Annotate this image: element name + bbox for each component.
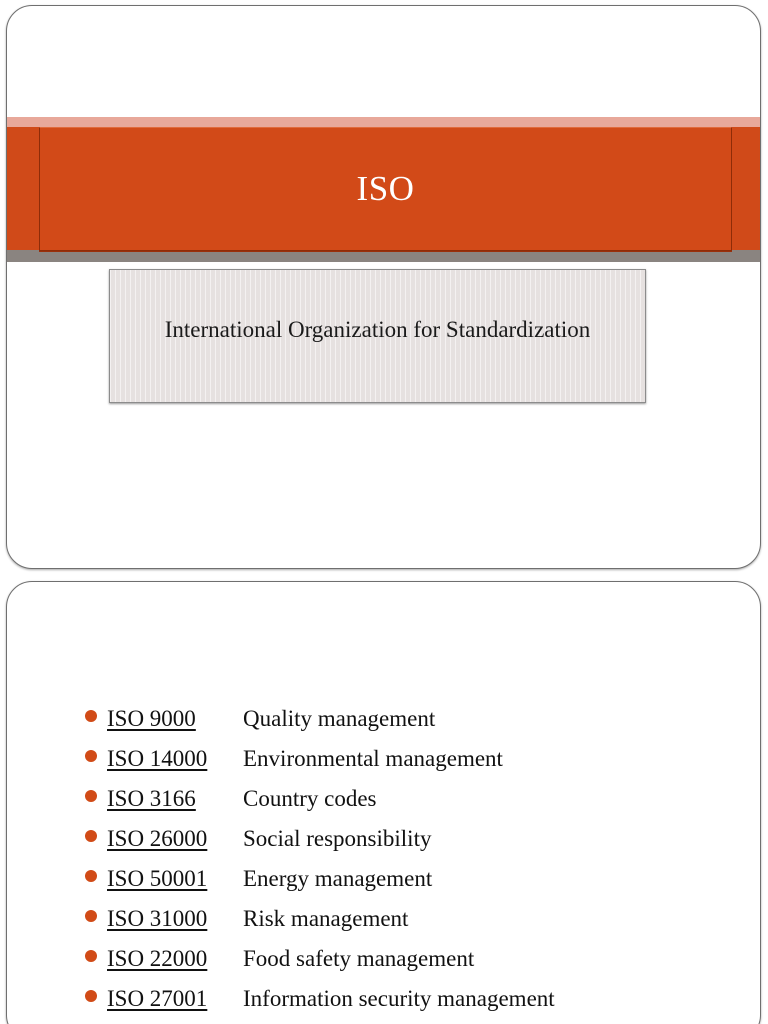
standards-list: [85, 699, 555, 1019]
bullet-icon: [85, 710, 97, 722]
standards-slide: [6, 581, 761, 1024]
title-slide: [6, 5, 761, 569]
bullet-icon: [85, 950, 97, 962]
standard-description: Risk management: [243, 906, 409, 931]
standard-link[interactable]: ISO 22000: [107, 946, 208, 971]
standard-description: Environmental management: [243, 746, 503, 771]
list-item: [85, 739, 555, 779]
list-item: [85, 779, 555, 819]
standard-description: Food safety management: [243, 946, 475, 971]
list-item: [85, 899, 555, 939]
title-box: [39, 127, 732, 251]
standard-description: Quality management: [243, 706, 436, 731]
list-item: [85, 699, 555, 739]
standard-description: Country codes: [243, 786, 377, 811]
list-item: [85, 819, 555, 859]
standard-description: Information security management: [243, 986, 555, 1011]
standard-link[interactable]: ISO 27001: [107, 986, 208, 1011]
standard-link[interactable]: ISO 3166: [107, 786, 196, 811]
list-item: [85, 939, 555, 979]
bullet-icon: [85, 830, 97, 842]
standard-description: Energy management: [243, 866, 433, 891]
standard-description: Social responsibility: [243, 826, 432, 851]
standard-link[interactable]: ISO 14000: [107, 746, 208, 771]
bullet-icon: [85, 870, 97, 882]
bullet-icon: [85, 750, 97, 762]
bullet-icon: [85, 910, 97, 922]
list-item: [85, 859, 555, 899]
slide-subtitle: International Organization for Standardization: [164, 317, 591, 342]
standard-link[interactable]: ISO 31000: [107, 906, 208, 931]
standard-link[interactable]: ISO 9000: [107, 706, 196, 731]
standard-link[interactable]: ISO 26000: [107, 826, 208, 851]
slide-title: ISO: [356, 169, 415, 208]
standard-link[interactable]: ISO 50001: [107, 866, 208, 891]
subtitle-box: [109, 269, 646, 403]
title-band-bottom-stripe: [7, 250, 760, 262]
list-item: [85, 979, 555, 1019]
bullet-icon: [85, 990, 97, 1002]
bullet-icon: [85, 790, 97, 802]
